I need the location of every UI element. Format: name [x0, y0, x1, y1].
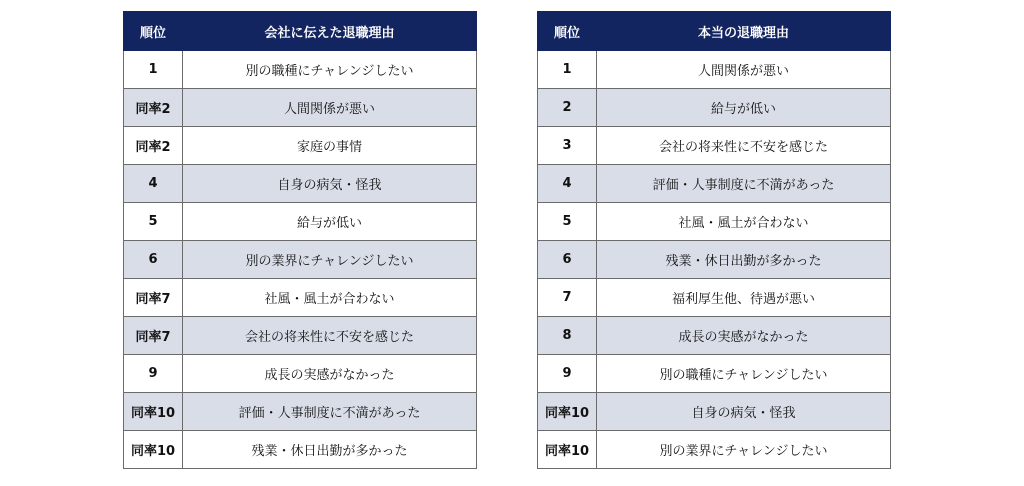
reason-cell: 別の業界にチャレンジしたい — [183, 241, 477, 279]
reason-cell: 成長の実感がなかった — [183, 355, 477, 393]
stated-reasons-table — [123, 11, 477, 469]
reason-cell: 自身の病気・怪我 — [183, 165, 477, 203]
reason-cell: 別の業界にチャレンジしたい — [597, 431, 891, 469]
table-row — [124, 393, 477, 431]
table-row — [538, 241, 891, 279]
rank-cell: 5 — [538, 203, 597, 241]
table-row — [124, 431, 477, 469]
rank-cell: 同率10 — [538, 431, 597, 469]
rank-cell: 同率10 — [538, 393, 597, 431]
table-row — [538, 203, 891, 241]
rank-cell: 同率7 — [124, 317, 183, 355]
rank-cell: 6 — [538, 241, 597, 279]
table-row — [538, 355, 891, 393]
rank-cell: 4 — [124, 165, 183, 203]
table-row — [124, 127, 477, 165]
table-row — [538, 127, 891, 165]
reason-cell: 社風・風土が合わない — [597, 203, 891, 241]
rank-cell: 同率10 — [124, 393, 183, 431]
reason-column-header: 会社に伝えた退職理由 — [183, 12, 477, 51]
rank-cell: 同率10 — [124, 431, 183, 469]
rank-cell: 8 — [538, 317, 597, 355]
table-row — [538, 431, 891, 469]
true-reasons-table — [537, 11, 891, 469]
rank-column-header: 順位 — [124, 12, 183, 51]
rank-cell: 9 — [538, 355, 597, 393]
rank-cell: 9 — [124, 355, 183, 393]
rank-cell: 3 — [538, 127, 597, 165]
reason-cell: 残業・休日出勤が多かった — [183, 431, 477, 469]
rank-cell: 4 — [538, 165, 597, 203]
reason-cell: 評価・人事制度に不満があった — [597, 165, 891, 203]
rank-cell: 1 — [124, 51, 183, 89]
table-row — [124, 241, 477, 279]
reason-cell: 福利厚生他、待遇が悪い — [597, 279, 891, 317]
rank-cell: 7 — [538, 279, 597, 317]
reason-cell: 別の職種にチャレンジしたい — [183, 51, 477, 89]
reason-cell: 自身の病気・怪我 — [597, 393, 891, 431]
table-row — [124, 165, 477, 203]
table-header-row — [124, 12, 477, 51]
rank-cell: 1 — [538, 51, 597, 89]
reason-cell: 家庭の事情 — [183, 127, 477, 165]
rank-cell: 6 — [124, 241, 183, 279]
rank-cell: 2 — [538, 89, 597, 127]
reason-cell: 給与が低い — [597, 89, 891, 127]
table-row — [124, 355, 477, 393]
rank-cell: 同率7 — [124, 279, 183, 317]
table-row — [538, 89, 891, 127]
table-row — [538, 317, 891, 355]
table-row — [124, 51, 477, 89]
table-row — [124, 203, 477, 241]
table-row — [124, 89, 477, 127]
rank-cell: 5 — [124, 203, 183, 241]
table-row — [538, 279, 891, 317]
table-row — [124, 317, 477, 355]
reason-cell: 会社の将来性に不安を感じた — [183, 317, 477, 355]
reason-cell: 別の職種にチャレンジしたい — [597, 355, 891, 393]
table-row — [538, 165, 891, 203]
table-row — [124, 279, 477, 317]
rank-cell: 同率2 — [124, 127, 183, 165]
rank-column-header: 順位 — [538, 12, 597, 51]
table-row — [538, 51, 891, 89]
reason-cell: 残業・休日出勤が多かった — [597, 241, 891, 279]
reason-cell: 人間関係が悪い — [183, 89, 477, 127]
reason-cell: 評価・人事制度に不満があった — [183, 393, 477, 431]
reason-column-header: 本当の退職理由 — [597, 12, 891, 51]
table-row — [538, 393, 891, 431]
reason-cell: 社風・風土が合わない — [183, 279, 477, 317]
reason-cell: 会社の将来性に不安を感じた — [597, 127, 891, 165]
table-header-row — [538, 12, 891, 51]
reason-cell: 給与が低い — [183, 203, 477, 241]
rank-cell: 同率2 — [124, 89, 183, 127]
reason-cell: 人間関係が悪い — [597, 51, 891, 89]
reason-cell: 成長の実感がなかった — [597, 317, 891, 355]
